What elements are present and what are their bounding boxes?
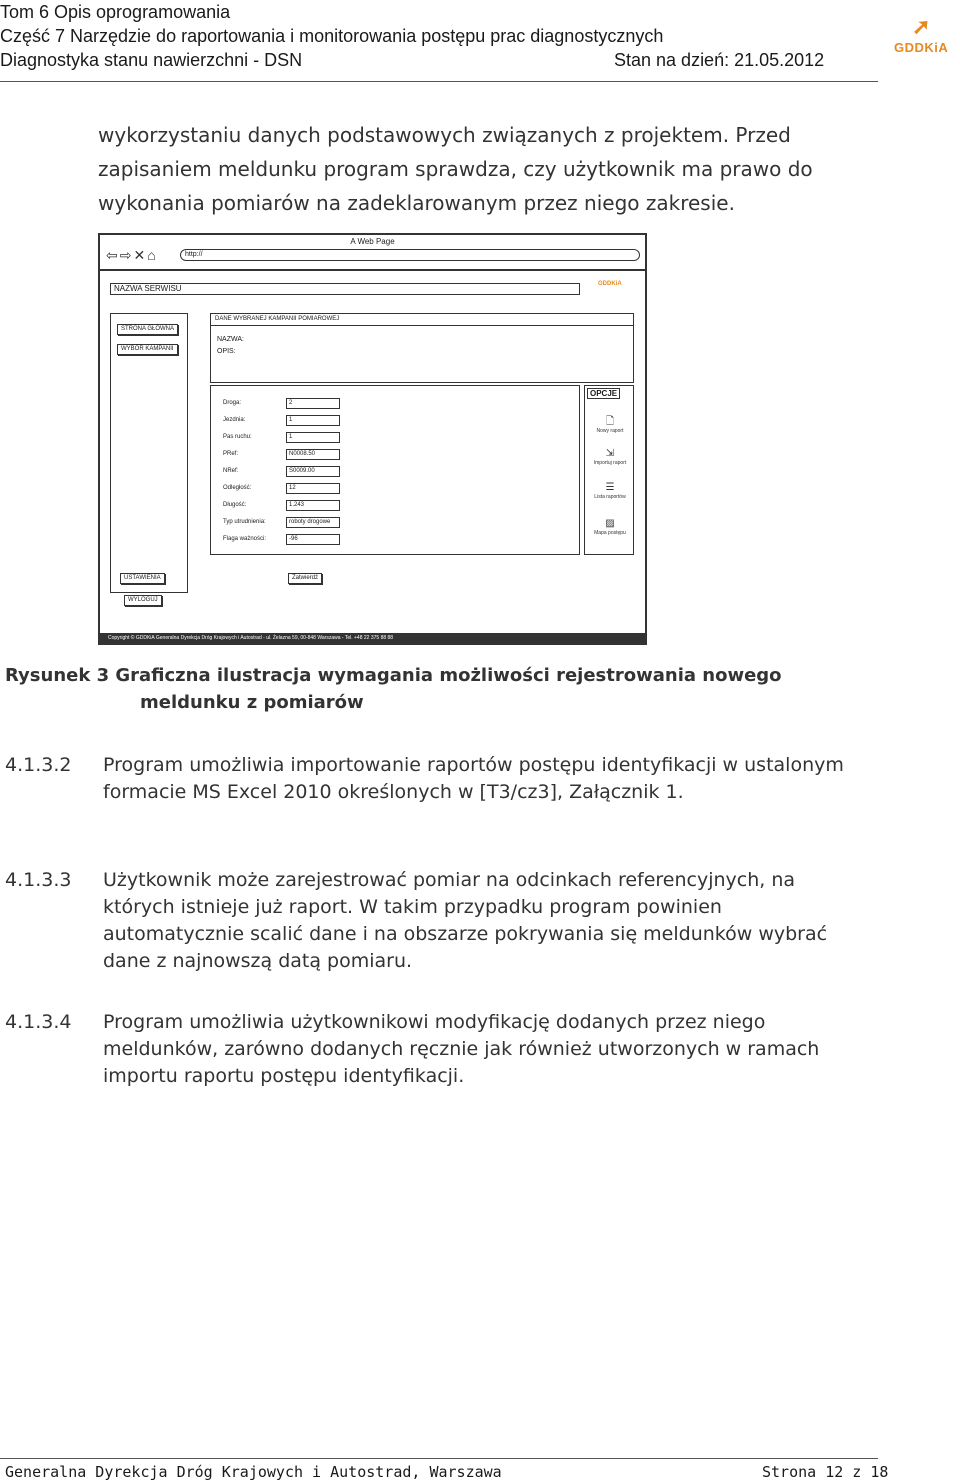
requirement-number: 4.1.3.4 [5,1011,72,1033]
figure-caption-cont: meldunku z pomiarów [140,692,364,713]
mockup-sidebar [110,313,188,593]
footer-page-number: Strona 12 z 18 [762,1463,889,1481]
mockup-option-new [585,416,635,434]
mockup-desc-label: OPIS: [217,348,236,355]
field-label: Jezdnia: [223,417,246,423]
requirement-text: Użytkownik może zarejestrować pomiar na odcinkach referencyjnych, na których istnieje już raport. W takim przypadku program powinien automatycznie scalić dane i na obszarze pokrywania się meldunków wybrać dane z najnowszą datą pomiaru. [103,869,828,972]
mockup-option-list [585,482,635,500]
field-value: S0009.00 [286,466,340,477]
field-value: 1.243 [286,500,340,511]
page-header [0,0,880,72]
mockup-logout-button: WYLOGUJ [124,595,162,606]
footer-divider [0,1458,878,1459]
logo-text: GDDKiA [894,40,949,55]
field-value: -96 [286,534,340,545]
mockup-option-import [585,448,635,466]
mockup-divider [100,269,645,271]
header-date: Stan na dzień: 21.05.2012 [614,50,825,70]
mockup-confirm-button: Zatwierdź [288,573,322,584]
field-label: Typ utrudnienia: [223,519,266,525]
header-system: Diagnostyka stanu nawierzchni - DSN [0,50,303,70]
gddkia-logo [892,14,956,58]
header-divider [0,81,878,82]
option-label: Importuj raport [593,460,627,466]
field-value: roboty drogowe [286,517,340,528]
option-label: Mapa postępu [594,530,626,536]
figure-caption: Rysunek 3 Graficzna ilustracja wymagania możliwości rejestrowania nowego [5,665,782,686]
option-label: Nowy raport [596,428,624,434]
mockup-window-title: A Web Page [350,237,395,246]
road-icon: ➚ [912,14,931,39]
import-icon: ⇲ [605,448,615,459]
mockup-campaign-panel [210,313,634,383]
mockup-home-button: STRONA GŁÓWNA [117,324,178,335]
header-part: Część 7 Narzędzie do raportowania i monitorowania postępu prac diagnostycznych [0,26,664,46]
mockup-name-label: NAZWA: [217,336,244,343]
field-value: 1 [286,415,340,426]
requirement-text: Program umożliwia importowanie raportów postępu identyfikacji w ustalonym formacie MS Excel 2010 określonych w [T3/cz3], Załącznik 1. [103,754,844,803]
requirement-number: 4.1.3.2 [5,754,72,776]
mockup-campaign-caption: DANE WYBRANEJ KAMPANII POMIAROWEJ [211,314,633,326]
mockup-options-panel [584,385,634,555]
intro-paragraph: wykorzystaniu danych podstawowych związanych z projektem. Przed zapisaniem meldunku program sprawdza, czy użytkownik ma prawo do wykonania pomiarów na zadeklarowanym przez niego zakresie. [98,123,813,215]
mockup-option-map [585,518,635,536]
field-label: Droga: [223,400,242,406]
mockup-options-title: OPCJE [587,388,620,399]
mockup-logo: GDDKiA [598,281,622,287]
field-label: Odległość: [223,485,252,491]
document-icon: 🗋 [605,416,615,427]
ui-mockup-figure [98,233,647,645]
mockup-footer: Copyright © GDDKiA Generalna Dyrekcja Dróg Krajowych i Autostrad - ul. Żelazna 59, 00-848 Warszawa - Tel. +48 22 375 88 88 [100,633,645,643]
field-value: N0008.50 [286,449,340,460]
field-label: Pas ruchu: [223,434,252,440]
mockup-campaign-button: WYBÓR KAMPANII [117,344,178,355]
mockup-settings-button: USTAWIENIA [120,573,165,584]
field-label: PRef: [223,451,239,457]
map-icon: ▨ [605,518,615,529]
field-value: 1 [286,432,340,443]
field-label: Flaga ważności: [223,536,267,542]
field-value: 12 [286,483,340,494]
requirement-number: 4.1.3.3 [5,869,72,891]
list-icon: ☰ [605,482,615,493]
field-label: Długość: [223,502,247,508]
field-value: 2 [286,398,340,409]
field-label: NRef: [223,468,239,474]
option-label: Lista raportów [594,494,626,500]
requirement-text: Program umożliwia użytkownikowi modyfikację dodanych przez niego meldunków, zarówno dodanych ręcznie jak również utworzonych w ramach importu raportu postępu identyfikacji. [103,1011,820,1087]
header-volume: Tom 6 Opis oprogramowania [0,2,231,22]
browser-nav-icons: ⇦⇨✕⌂ [106,247,158,263]
mockup-url-bar: http:// [180,249,640,261]
mockup-service-name: NAZWA SERWISU [110,283,580,295]
footer-organization: Generalna Dyrekcja Dróg Krajowych i Autostrad, Warszawa [5,1463,502,1481]
mockup-form [210,385,580,555]
